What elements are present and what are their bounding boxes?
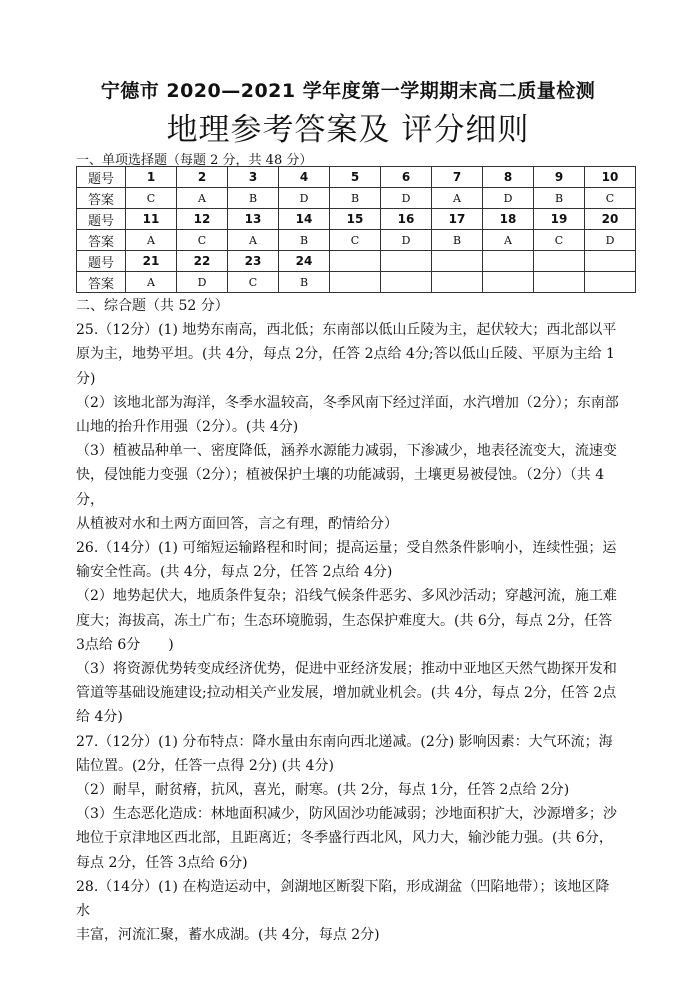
answer-text-line: （2）该地北部为海洋，冬季水温较高，冬季风南下经过洋面，水汽增加（2分）；东南部	[76, 394, 619, 411]
answer-text-line: 原为主，地势平坦。(共 4分，每点 2分，任答 2点给 4分;答以低山丘陵、平原为主给 1	[76, 346, 615, 363]
answer-cell	[585, 272, 636, 293]
question-number-cell: 17	[432, 209, 483, 230]
question-number-cell: 12	[177, 209, 228, 230]
answer-text-line: （3）植被品种单一、密度降低，涵养水源能力减弱，下渗减少，地表径流变大，流速变	[76, 443, 617, 460]
answer-cell: D	[585, 230, 636, 251]
question-number-row	[77, 209, 636, 230]
question-number-cell: 10	[585, 167, 636, 188]
question-number-cell: 3	[228, 167, 279, 188]
answer-cell	[381, 272, 432, 293]
answer-cell: C	[228, 272, 279, 293]
question-number-label: 题号	[77, 167, 126, 188]
answer-text-line: 28.（14分）(1) 在构造运动中，剑湖地区断裂下陷，形成湖盆（凹陷地带）；该地区降水	[76, 878, 610, 920]
section2-heading: 二、综合题（共 52 分）	[76, 298, 229, 314]
question-number-cell: 22	[177, 251, 228, 272]
question-number-cell: 5	[330, 167, 381, 188]
answer-cell	[330, 272, 381, 293]
answer-text-line: （3）生态恶化造成：林地面积减少，防风固沙功能减弱；沙地面积扩大，沙源增多；沙	[76, 806, 617, 823]
question-number-cell: 15	[330, 209, 381, 230]
answer-text-line: 26.（14分）(1) 可缩短运输路程和时间；提高运量；受自然条件影响小，连续性强；运	[76, 540, 617, 557]
answer-cell: B	[330, 188, 381, 209]
answer-label: 答案	[77, 188, 126, 209]
answer-cell: C	[330, 230, 381, 251]
question-number-cell: 9	[534, 167, 585, 188]
question-number-cell	[534, 251, 585, 272]
question-number-row	[77, 167, 636, 188]
answer-cell: C	[585, 188, 636, 209]
answer-text-line: 管道等基础设施建设;拉动相关产业发展，增加就业机会。(共 4分，每点 2分，任答 2点	[76, 685, 617, 702]
answer-cell: D	[381, 230, 432, 251]
answer-cell: A	[432, 188, 483, 209]
question-number-cell	[432, 251, 483, 272]
question-number-label: 题号	[77, 209, 126, 230]
question-number-row	[77, 251, 636, 272]
answer-cell: A	[126, 272, 177, 293]
question-number-cell: 18	[483, 209, 534, 230]
question-number-cell: 11	[126, 209, 177, 230]
answer-cell: C	[126, 188, 177, 209]
answer-text-line: 3点给 6分 )	[76, 636, 174, 653]
answer-text-line: 每点 2分，任答 3点给 6分)	[76, 854, 248, 871]
answer-row	[77, 188, 636, 209]
question-number-cell	[381, 251, 432, 272]
question-number-cell: 19	[534, 209, 585, 230]
question-number-cell	[483, 251, 534, 272]
answer-cell: C	[177, 230, 228, 251]
answer-cell: A	[483, 230, 534, 251]
answer-cell: A	[126, 230, 177, 251]
answer-cell	[534, 272, 585, 293]
answer-text-line: 输安全性高。(共 4分，每点 2分，任答 2点给 4分)	[76, 564, 393, 581]
answer-cell	[483, 272, 534, 293]
answer-text-line: 度大；海拔高，冻土广布；生态环境脆弱，生态保护难度大。(共 6分，每点 2分，任答	[76, 612, 613, 629]
answer-text-line: 分)	[76, 370, 96, 387]
question-number-cell: 6	[381, 167, 432, 188]
answer-text-line: 地位于京津地区西北部，且距离近；冬季盛行西北风，风力大，输沙能力强。(共 6分，	[76, 830, 613, 847]
answer-text-line: （2）地势起伏大，地质条件复杂；沿线气候条件恶劣、多风沙活动；穿越河流，施工难	[76, 588, 617, 605]
answer-text-line: 27.（12分）(1) 分布特点：降水量由东南向西北递减。(2分) 影响因素：大气环流；海	[76, 733, 613, 750]
answer-cell: B	[432, 230, 483, 251]
question-number-cell: 23	[228, 251, 279, 272]
answer-cell: B	[228, 188, 279, 209]
question-number-label: 题号	[77, 251, 126, 272]
answer-cell: A	[177, 188, 228, 209]
question-number-cell: 7	[432, 167, 483, 188]
question-number-cell: 4	[279, 167, 330, 188]
answer-text-line: 丰富，河流汇聚，蓄水成湖。(共 4分，每点 2分)	[76, 927, 380, 944]
answer-text-line: 快，侵蚀能力变强（2分）；植被保护土壤的功能减弱，土壤更易被侵蚀。（2分）（共 4分，	[76, 467, 605, 508]
answer-cell: D	[381, 188, 432, 209]
section1-heading: 一、单项选择题（每题 2 分，共 48 分）	[76, 153, 313, 168]
answer-text-line: 给 4分)	[76, 709, 123, 726]
answer-text-line: （2）耐旱，耐贫瘠，抗风，喜光，耐寒。(共 2分，每点 1分，任答 2点给 2分)	[76, 782, 570, 799]
question-number-cell: 24	[279, 251, 330, 272]
answer-label: 答案	[77, 230, 126, 251]
answer-row	[77, 230, 636, 251]
question-number-cell: 16	[381, 209, 432, 230]
answer-text-line: 陆位置。(2分，任答一点得 2分) (共 4分)	[76, 757, 334, 774]
answer-text-line: 从植被对水和土两方面回答，言之有理，酌情给分）	[76, 515, 398, 532]
document-title: 地理参考答案及 评分细则	[166, 112, 530, 148]
question-number-cell: 20	[585, 209, 636, 230]
question-number-cell: 14	[279, 209, 330, 230]
exam-title: 宁德市 2020—2021 学年度第一学期期末高二质量检测	[100, 80, 596, 102]
answer-cell: C	[534, 230, 585, 251]
answer-row	[77, 272, 636, 293]
answer-body	[76, 294, 622, 947]
question-number-cell: 1	[126, 167, 177, 188]
answer-table	[76, 166, 636, 293]
answer-text-line: 山地的抬升作用强（2分）。(共 4分)	[76, 419, 299, 436]
answer-text-line: 25.（12分）(1) 地势东南高，西北低；东南部以低山丘陵为主，起伏较大；西北部以平	[76, 322, 617, 339]
question-number-cell: 21	[126, 251, 177, 272]
question-number-cell	[585, 251, 636, 272]
answer-cell: D	[177, 272, 228, 293]
answer-text-line: （3）将资源优势转变成经济优势，促进中亚经济发展；推动中亚地区天然气勘探开发和	[76, 661, 617, 678]
answer-cell	[432, 272, 483, 293]
answer-cell: A	[228, 230, 279, 251]
question-number-cell: 13	[228, 209, 279, 230]
question-number-cell	[330, 251, 381, 272]
answer-cell: D	[483, 188, 534, 209]
answer-cell: B	[279, 230, 330, 251]
answer-cell: D	[279, 188, 330, 209]
answer-label: 答案	[77, 272, 126, 293]
answer-cell: B	[279, 272, 330, 293]
question-number-cell: 2	[177, 167, 228, 188]
answer-cell: B	[534, 188, 585, 209]
question-number-cell: 8	[483, 167, 534, 188]
